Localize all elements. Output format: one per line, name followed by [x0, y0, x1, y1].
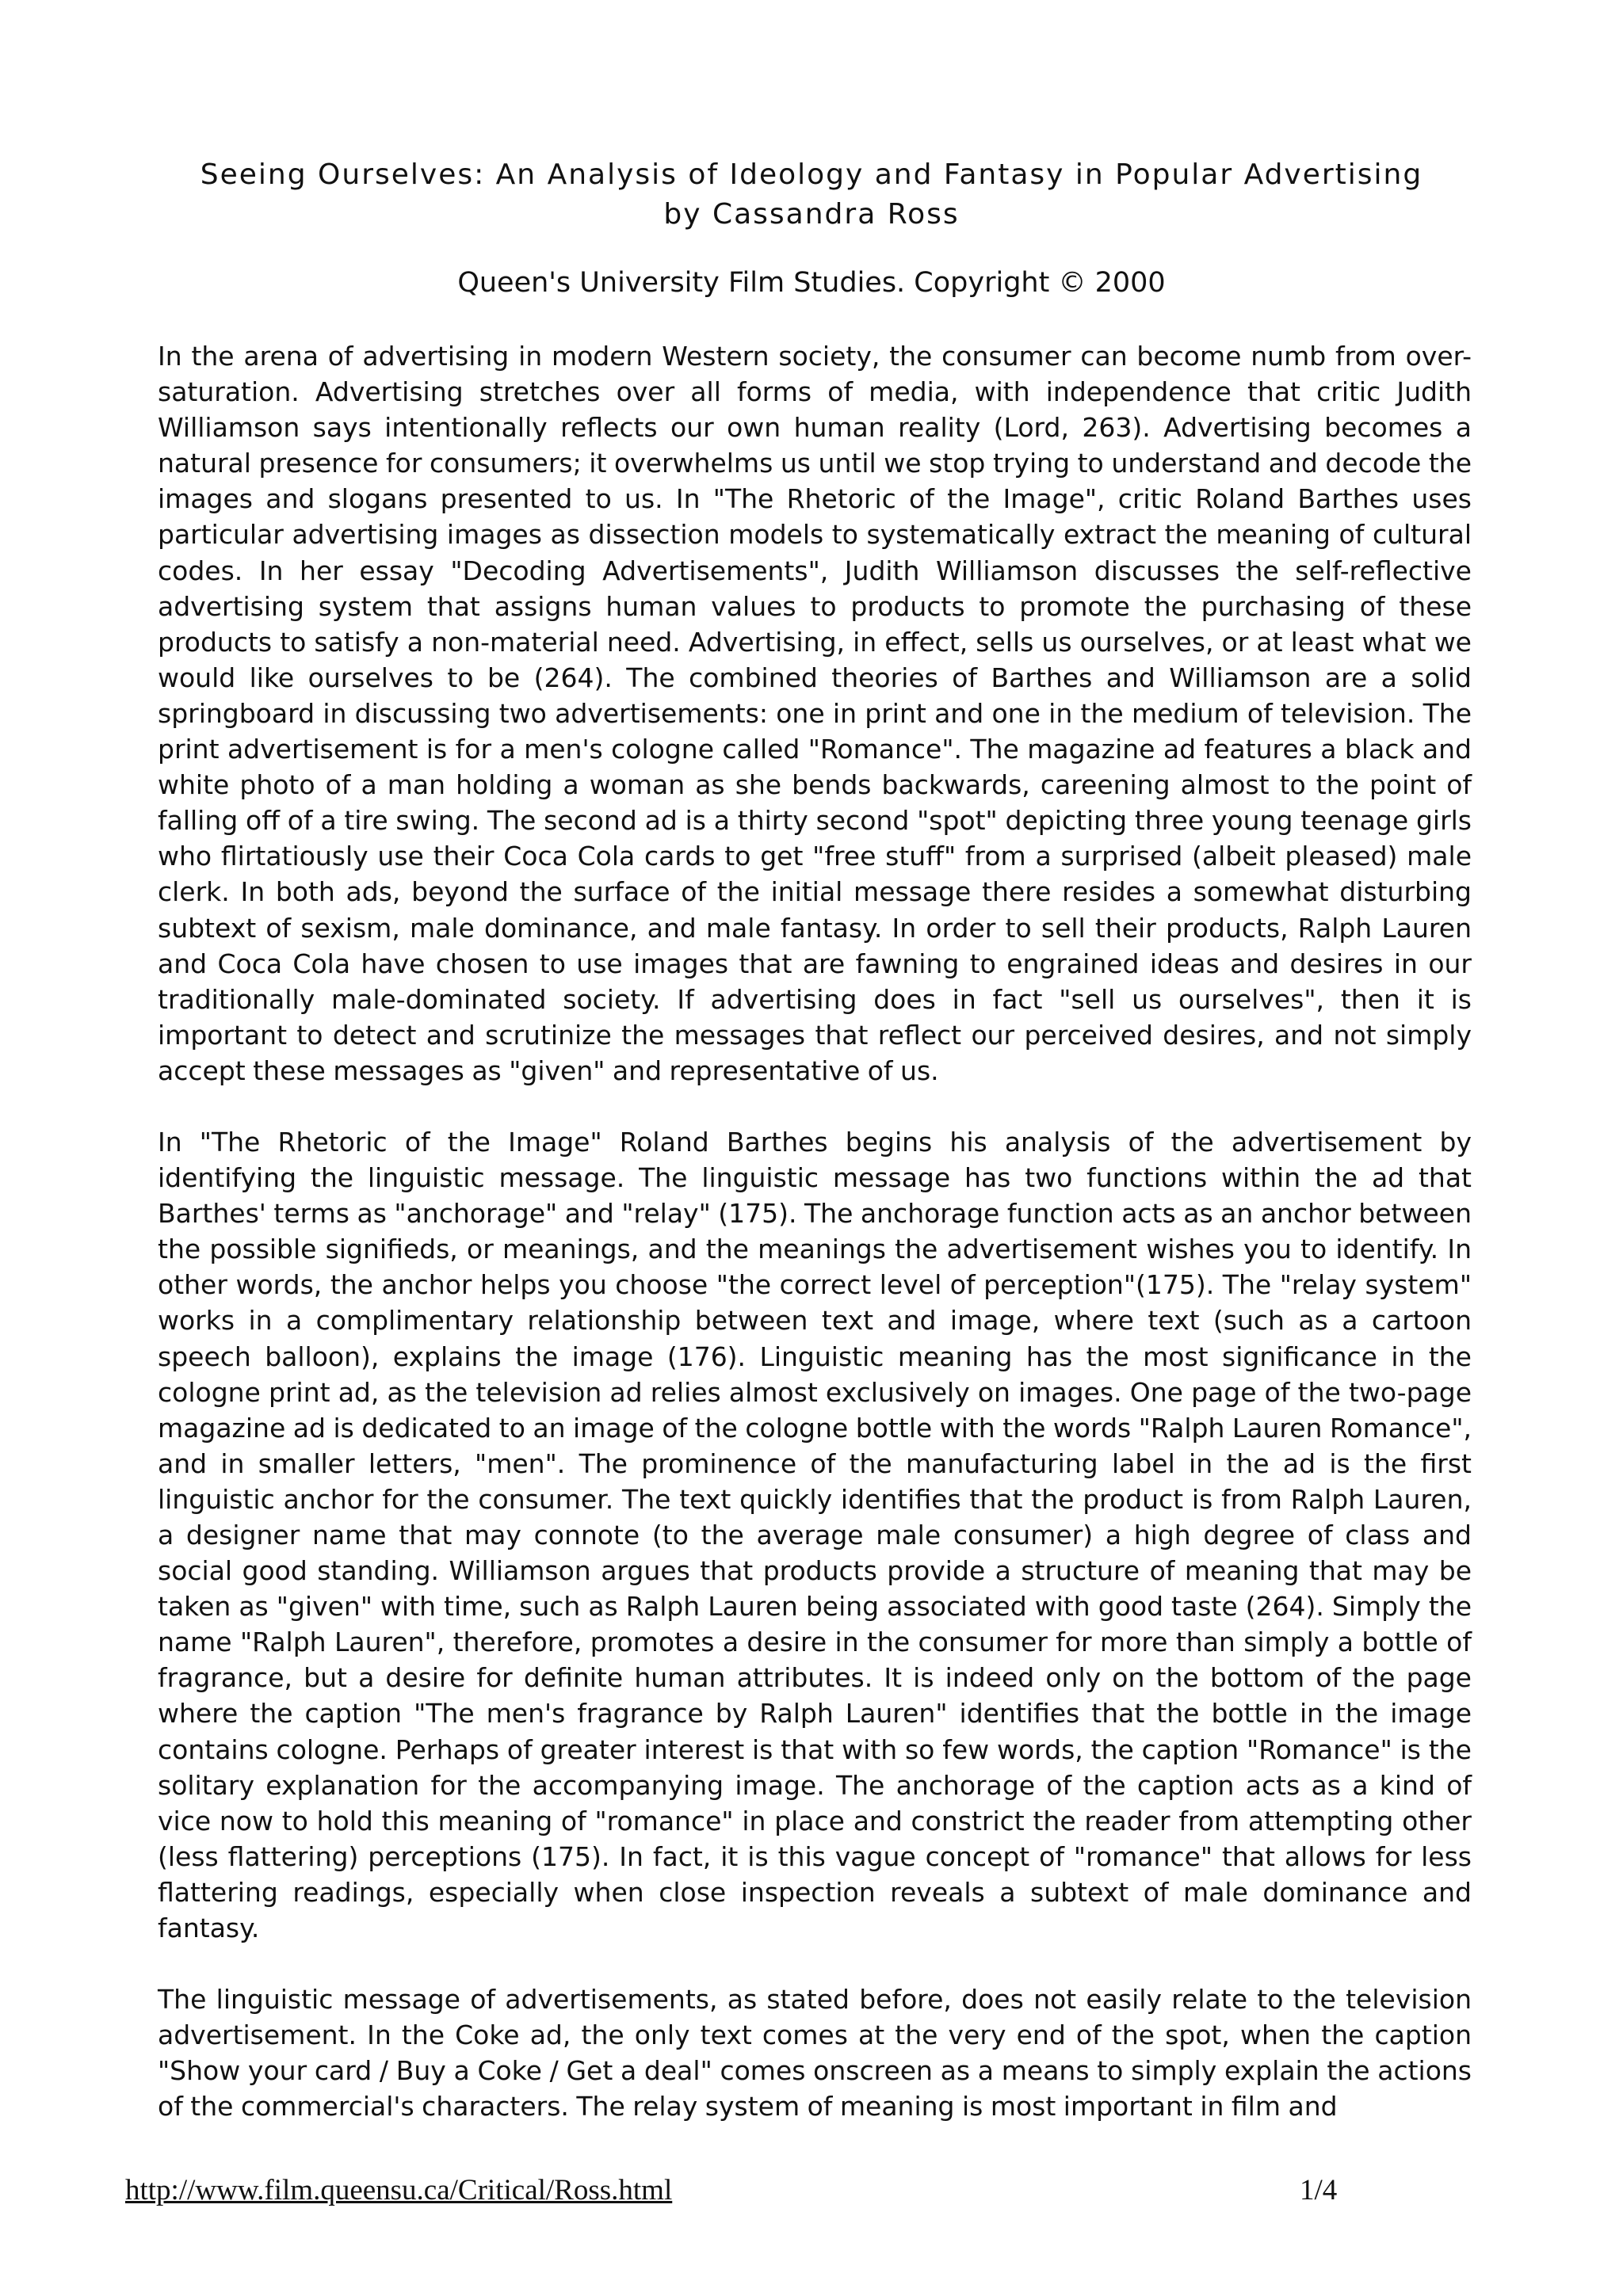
paragraph-intro: In the arena of advertising in modern Western society, the consumer can become numb from over-saturation. Advertising stretches over all forms of media, with independence that critic Judith Williamson says intentionally reflects our own human reality (Lord, 263). Advertising becomes a natural presence for consumers; it overwhelms us until we stop trying to understand and decode the images and slogans presented to us. In "The Rhetoric of the Image", critic Roland Barthes uses particular advertising images as dissection models to systematically extract the meaning of cultural codes. In her essay "Decoding Advertisements", Judith Williamson discusses the self-reflective advertising system that assigns human values to products to promote the purchasing of these products to satisfy a non-material need. Advertising, in effect, sells us ourselves, or at least what we would like ourselves to be (264). The combined theories of Barthes and Williamson are a solid springboard in discussing two advertisements: one in print and one in the medium of television. The print advertisement is for a men's cologne called "Romance". The magazine ad features a black and white photo of a man holding a woman as she bends backwards, careening almost to the point of falling off of a tire swing. The second ad is a thirty second "spot" depicting three young teenage girls who flirtatiously use their Coca Cola cards to get "free stuff" from a surprised (albeit pleased) male clerk. In both ads, beyond the surface of the initial message there resides a somewhat disturbing subtext of sexism, male dominance, and male fantasy. In order to sell their products, Ralph Lauren and Coca Cola have chosen to use images that are fawning to engrained ideas and desires in our traditionally male-dominated society. If advertising does in fact "sell us ourselves", then it is important to detect and scrutinize the messages that reflect our perceived desires, and not simply accept these messages as "given" and representative of us. — [158, 341, 1472, 1086]
paragraph-television-ad: The linguistic message of advertisements, as stated before, does not easily relate to the television advertisement. In the Coke ad, the only text comes at the very end of the spot, when the caption "Show your card / Buy a Coke / Get a deal" comes onscreen as a means to simply explain the actions of the commercial's characters. The relay system of meaning is most important in film and — [158, 1984, 1472, 2122]
footer-url-link[interactable]: http://www.film.queensu.ca/Critical/Ross.html — [125, 2174, 673, 2206]
document-title: Seeing Ourselves: An Analysis of Ideology and Fantasy in Popular Advertising — [200, 158, 1423, 191]
paragraph-linguistic-message: In "The Rhetoric of the Image" Roland Barthes begins his analysis of the advertisement by identifying the linguistic message. The linguistic message has two functions within the ad that Barthes' terms as "anchorage" and "relay" (175). The anchorage function acts as an anchor between the possible signifieds, or meanings, and the meanings the advertisement wishes you to identify. In other words, the anchor helps you choose "the correct level of perception"(175). The "relay system" works in a complimentary relationship between text and image, where text (such as a cartoon speech balloon), explains the image (176). Linguistic meaning has the most significance in the cologne print ad, as the television ad relies almost exclusively on images. One page of the two-page magazine ad is dedicated to an image of the cologne bottle with the words "Ralph Lauren Romance", and in smaller letters, "men". The prominence of the manufacturing label in the ad is the first linguistic anchor for the consumer. The text quickly identifies that the product is from Ralph Lauren, a designer name that may connote (to the average male consumer) a high degree of class and social good standing. Williamson argues that products provide a structure of meaning that may be taken as "given" with time, such as Ralph Lauren being associated with good taste (264). Simply the name "Ralph Lauren", therefore, promotes a desire in the consumer for more than simply a bottle of fragrance, but a desire for definite human attributes. It is indeed only on the bottom of the page where the caption "The men's fragrance by Ralph Lauren" identifies that the bottle in the image contains cologne. Perhaps of greater interest is that with so few words, the caption "Romance" is the solitary explanation for the accompanying image. The anchorage of the caption acts as a kind of vice now to hold this meaning of "romance" in place and constrict the reader from attempting other (less flattering) perceptions (175). In fact, it is this vague concept of "romance" that allows for less flattering readings, especially when close inspection reveals a subtext of male dominance and fantasy. — [158, 1126, 1472, 1944]
title-block — [0, 155, 1623, 235]
affiliation-copyright: Queen's University Film Studies. Copyright © 2000 — [457, 267, 1166, 299]
author-line: by Cassandra Ross — [663, 198, 960, 231]
article-body — [158, 338, 1472, 2161]
page-number: 1/4 — [1300, 2174, 1338, 2206]
